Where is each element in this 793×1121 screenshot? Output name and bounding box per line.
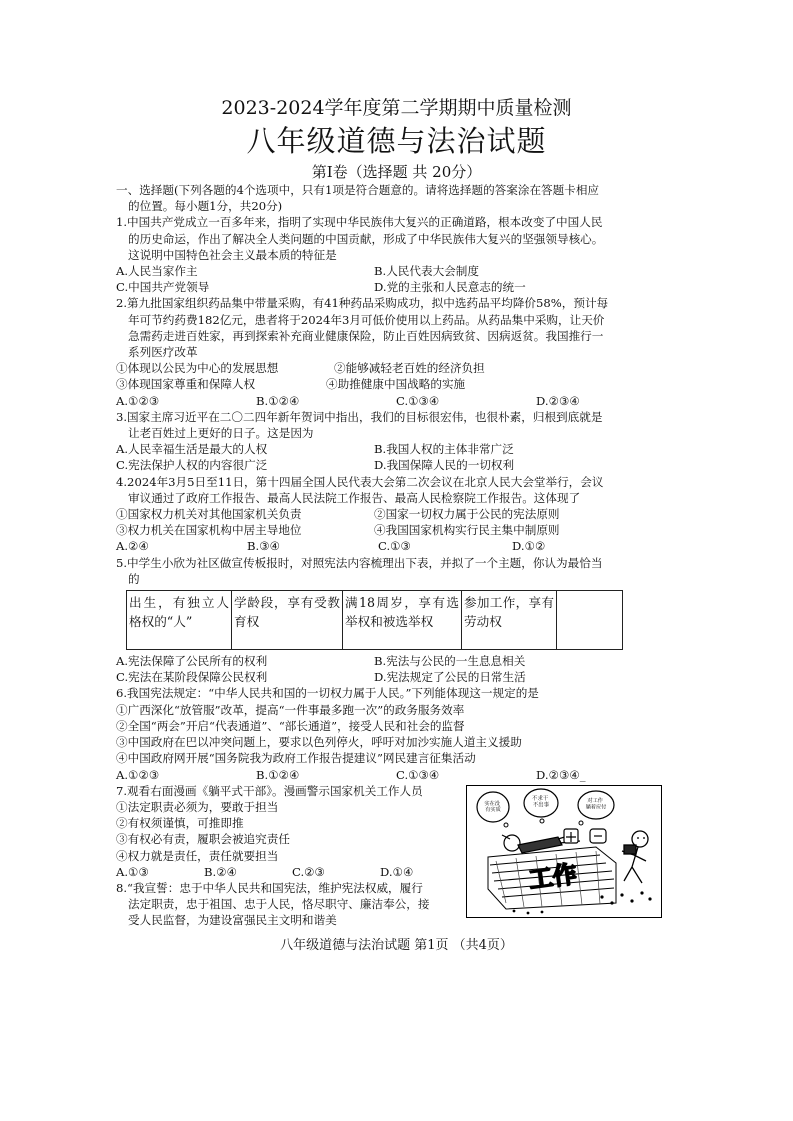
q4-option-b: B.③④ bbox=[247, 539, 280, 554]
q6-option-c: C.①③④ bbox=[396, 767, 440, 782]
q1-stem: 1.中国共产党成立一百多年来，指明了实现中华民族伟大复兴的正确道路，根本改变了中国人民 bbox=[116, 215, 603, 230]
q8-stem: 法定职责，忠于祖国、忠于人民，恪尽职守、廉洁奉公，接 bbox=[128, 897, 430, 912]
q6-option-a: A.①②③ bbox=[116, 767, 160, 782]
table-cell: 参加工作，享有劳动权 bbox=[462, 591, 557, 650]
q7-item: ④权力就是责任，责任就要担当 bbox=[116, 848, 279, 863]
pile-label: 工作 bbox=[527, 859, 579, 895]
q3-option-d: D.我国保障人民的一切权利 bbox=[374, 458, 515, 473]
q7-option-a: A.①③ bbox=[116, 864, 149, 879]
q4-item: ④我国国家机构实行民主集中制原则 bbox=[374, 523, 560, 538]
q3-options-row bbox=[116, 457, 672, 473]
q2-options-row bbox=[116, 393, 672, 409]
table-cell-blank bbox=[557, 591, 623, 650]
bubble-text-2a: 不求干 bbox=[532, 796, 549, 802]
q4-item: ②国家一切权力属于公民的宪法原则 bbox=[374, 507, 560, 522]
q2-stem: 急需药走进百姓家，再到探索补充商业健康保险，防止百姓因病致贫、因病返贫。我国推行一 bbox=[128, 328, 604, 343]
table-cell: 满18周岁，享有选举权和被选举权 bbox=[343, 591, 462, 650]
q2-option-a: A.①②③ bbox=[116, 393, 160, 408]
q1-option-a: A.人民当家作主 bbox=[116, 264, 198, 279]
q7-options-row bbox=[116, 864, 466, 880]
q4-option-c: C.①③ bbox=[378, 539, 411, 554]
q6-item: ③中国政府在巴以冲突问题上，要求以色列停火，呼吁对加沙实施人道主义援助 bbox=[116, 735, 522, 750]
q4-stem: 4.2024年3月5日至11日，第十四届全国人民代表大会第二次会议在北京人民大会堂举行，会议 bbox=[116, 474, 604, 489]
q2-item: ②能够减轻老百姓的经济负担 bbox=[334, 361, 485, 376]
instructions-line: 一、选择题(下列各题的4个选项中，只有1项是符合题意的。请将选择题的答案涂在答题卡相应 bbox=[116, 183, 600, 197]
q2-item: ③体现国家尊重和保障人权 bbox=[116, 377, 256, 392]
q1-stem: 的历史命运，作出了解决全人类问题的中国贡献，形成了中华民族伟大复兴的坚强领导核心。 bbox=[128, 231, 604, 246]
bubble-text-1 bbox=[484, 799, 501, 813]
q4-options-row bbox=[116, 538, 672, 554]
q1-option-c: C.中国共产党领导 bbox=[116, 280, 210, 295]
q1-options-row bbox=[116, 263, 672, 279]
q3-stem: 3.国家主席习近平在二〇二四年新年贺词中指出，我们的目标很宏伟，也很朴素，归根到底就是 bbox=[116, 409, 603, 424]
table-row bbox=[127, 591, 623, 650]
bubble-text-3b: 躺着应付 bbox=[585, 804, 607, 811]
q2-stem: 2.第九批国家组织药品集中带量采购，有41种药品采购成功，拟中选药品平均降价58%，预计每 bbox=[116, 296, 609, 311]
life-stages-table bbox=[126, 590, 623, 650]
q2-option-c: C.①③④ bbox=[396, 393, 440, 408]
q2-items-row bbox=[116, 376, 672, 392]
q7-option-b: B.②④ bbox=[204, 864, 237, 879]
bubble-text-1b: 有实质 bbox=[485, 807, 501, 813]
q3-option-b: B.我国人权的主体非常广泛 bbox=[374, 442, 514, 457]
q1-options-row bbox=[116, 279, 672, 295]
q5-options-row bbox=[116, 653, 672, 669]
q2-stem: 年可节约药费182亿元，患者将于2024年3月可低价使用以上药品。从药品集中采购，让天价 bbox=[128, 312, 605, 327]
bubble-text-2b: 不出事 bbox=[532, 802, 550, 809]
q5-option-a: A.宪法保障了公民所有的权利 bbox=[116, 654, 268, 669]
page-footer: 八年级道德与法治试题 第1页 （共4页） bbox=[280, 938, 513, 953]
q8-stem: 8.“我宣誓：忠于中华人民共和国宪法，维护宪法权威，履行 bbox=[116, 880, 423, 895]
q7-option-c: C.②③ bbox=[292, 864, 325, 879]
q2-items-row bbox=[116, 360, 672, 376]
q1-option-b: B.人民代表大会制度 bbox=[374, 264, 479, 279]
table-cell: 学龄段，享有受教育权 bbox=[232, 591, 343, 650]
table-cell: 出生，有独立人格权的“人” bbox=[127, 591, 232, 650]
q5-option-c: C.宪法在某阶段保障公民权利 bbox=[116, 670, 268, 685]
q6-option-d: D.②③④_ bbox=[536, 767, 586, 782]
bubble-text-3 bbox=[586, 796, 607, 811]
q4-option-d: D.①② bbox=[512, 539, 546, 554]
q7-option-d: D.①④ bbox=[380, 864, 414, 879]
q7-block bbox=[116, 783, 466, 880]
q5-stem: 的 bbox=[128, 571, 140, 586]
q5-options-row bbox=[116, 669, 672, 685]
lying-flat-cadre-cartoon bbox=[466, 785, 662, 918]
q7-item: ①法定职责必须为，要敢于担当 bbox=[116, 799, 279, 814]
q3-options-row bbox=[116, 441, 672, 457]
q4-item: ①国家权力机关对其他国家机关负责 bbox=[116, 507, 302, 522]
q2-option-b: B.①②④ bbox=[256, 393, 300, 408]
q6-item: ④中国政府网开展“国务院我为政府工作报告提建议”网民建言征集活动 bbox=[116, 751, 476, 766]
bubble-text-2 bbox=[532, 794, 550, 809]
q4-option-a: A.②④ bbox=[116, 539, 149, 554]
q5-option-d: D.宪法规定了公民的日常生活 bbox=[374, 670, 526, 685]
q2-option-d: D.②③④ bbox=[536, 393, 580, 408]
q6-option-b: B.①②④ bbox=[256, 767, 300, 782]
q7-item: ③有权必有责，履职会被追究责任 bbox=[116, 832, 290, 847]
q5-stem: 5.中学生小欣为社区做宣传板报时，对照宪法内容梳理出下表，并拟了一个主题，你认为最恰当 bbox=[116, 555, 603, 570]
q1-option-d: D.党的主张和人民意志的统一 bbox=[374, 280, 526, 295]
q3-option-c: C.宪法保护人权的内容很广泛 bbox=[116, 458, 268, 473]
q3-option-a: A.人民幸福生活是最大的人权 bbox=[116, 442, 268, 457]
q4-stem: 审议通过了政府工作报告、最高人民法院工作报告、最高人民检察院工作报告。这体现了 bbox=[128, 490, 581, 505]
instructions-line: 的位置。每小题1分，共20分) bbox=[128, 199, 283, 214]
q6-item: ②全国“两会”开启“代表通道”、“部长通道”，接受人民和社会的监督 bbox=[116, 718, 465, 733]
paper-title: 八年级道德与法治试题 bbox=[246, 124, 547, 158]
q5-option-b: B.宪法与公民的一生息息相关 bbox=[374, 654, 526, 669]
q2-stem: 系列医疗改革 bbox=[128, 345, 198, 360]
q7-stem: 7.观看右面漫画《躺平式干部》。漫画警示国家机关工作人员 bbox=[116, 783, 423, 798]
section-title: 第Ⅰ卷（选择题 共 20分） bbox=[311, 163, 482, 181]
q8-stem: 受人民监督，为建设富强民主文明和谐美 bbox=[128, 913, 337, 928]
bubble-text-1a: 实在没 bbox=[484, 801, 500, 807]
q3-stem: 让老百姓过上更好的日子。这是因为 bbox=[128, 426, 314, 441]
q6-item: ①广西深化“放管服”改革，提高“一件事最多跑一次”的政务服务效率 bbox=[116, 702, 465, 717]
q2-item: ①体现以公民为中心的发展思想 bbox=[116, 361, 279, 376]
q1-stem: 这说明中国特色社会主义最本质的特征是 bbox=[128, 247, 337, 262]
q4-item: ③权力机关在国家机构中居主导地位 bbox=[116, 523, 302, 538]
q7-item: ②有权须谨慎，可推即推 bbox=[116, 816, 244, 831]
q2-item: ④助推健康中国战略的实施 bbox=[326, 377, 466, 392]
q6-stem: 6.我国宪法规定：“中华人民共和国的一切权力属于人民。”下列能体现这一规定的是 bbox=[116, 686, 539, 701]
exam-title: 2023-2024学年度第二学期期中质量检测 bbox=[221, 97, 572, 119]
q4-items-row bbox=[116, 522, 672, 538]
bubble-text-3a: 对工作 bbox=[587, 798, 603, 804]
q4-items-row bbox=[116, 506, 672, 522]
q6-options-row bbox=[116, 767, 672, 783]
